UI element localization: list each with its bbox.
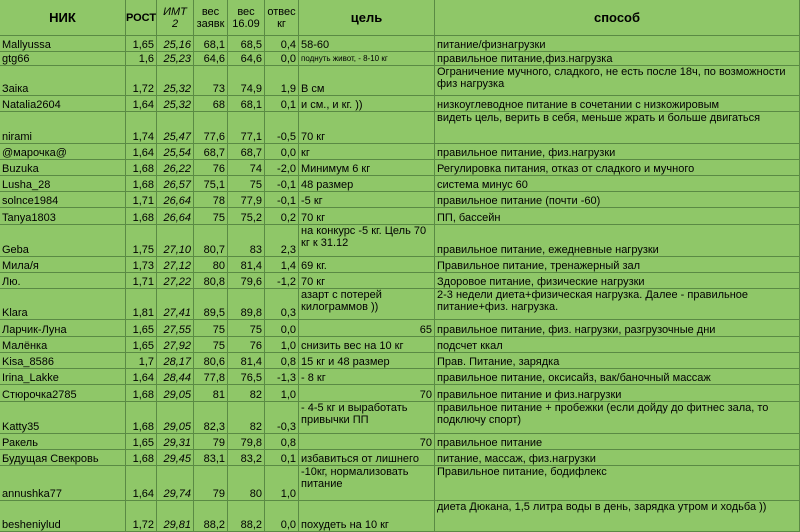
- weight-start-cell[interactable]: 68,1: [194, 36, 228, 52]
- bmi-cell[interactable]: 27,22: [157, 273, 194, 289]
- weight-date-cell[interactable]: 81,4: [228, 257, 265, 273]
- weight-start-cell[interactable]: 77,8: [194, 369, 228, 385]
- bmi-cell[interactable]: 27,10: [157, 225, 194, 257]
- weight-date-cell[interactable]: 76: [228, 337, 265, 353]
- weight-date-cell[interactable]: 81,4: [228, 353, 265, 369]
- weight-date-cell[interactable]: 74,9: [228, 66, 265, 96]
- method-cell[interactable]: Ограничение мучного, сладкого, не есть после 18ч, по возможности физ нагрузка: [435, 66, 800, 96]
- header-weight-start[interactable]: вес заявк: [194, 0, 228, 36]
- weight-date-cell[interactable]: 88,2: [228, 501, 265, 532]
- height-cell[interactable]: 1,64: [126, 144, 157, 160]
- height-cell[interactable]: 1,68: [126, 402, 157, 434]
- method-cell[interactable]: Здоровое питание, физические нагрузки: [435, 273, 800, 289]
- nick-cell[interactable]: Mallyussa: [0, 36, 126, 52]
- weight-date-cell[interactable]: 82: [228, 402, 265, 434]
- weight-start-cell[interactable]: 79: [194, 434, 228, 450]
- height-cell[interactable]: 1,65: [126, 36, 157, 52]
- header-nick[interactable]: НИК: [0, 0, 126, 36]
- header-goal[interactable]: цель: [299, 0, 435, 36]
- nick-cell[interactable]: Natalia2604: [0, 96, 126, 112]
- nick-cell[interactable]: besheniylud: [0, 501, 126, 532]
- method-cell[interactable]: низкоуглеводное питание в сочетании с низкожировым: [435, 96, 800, 112]
- goal-cell[interactable]: избавиться от лишнего: [299, 450, 435, 466]
- weight-start-cell[interactable]: 83,1: [194, 450, 228, 466]
- method-cell[interactable]: правильное питание: [435, 434, 800, 450]
- lost-cell[interactable]: -1,3: [265, 369, 299, 385]
- bmi-cell[interactable]: 25,16: [157, 36, 194, 52]
- bmi-cell[interactable]: 27,55: [157, 320, 194, 337]
- height-cell[interactable]: 1,68: [126, 385, 157, 402]
- nick-cell[interactable]: Katty35: [0, 402, 126, 434]
- goal-cell[interactable]: 58-60: [299, 36, 435, 52]
- method-cell[interactable]: диета Дюкана, 1,5 литра воды в день, зарядка утром и ходьба )): [435, 501, 800, 532]
- lost-cell[interactable]: 0,1: [265, 450, 299, 466]
- bmi-cell[interactable]: 28,44: [157, 369, 194, 385]
- height-cell[interactable]: 1,72: [126, 66, 157, 96]
- goal-cell[interactable]: -10кг, нормализовать питание: [299, 466, 435, 501]
- lost-cell[interactable]: -0,1: [265, 192, 299, 208]
- goal-cell[interactable]: похудеть на 10 кг: [299, 501, 435, 532]
- bmi-cell[interactable]: 29,05: [157, 385, 194, 402]
- goal-cell[interactable]: азарт с потерей килограммов )): [299, 289, 435, 320]
- weight-start-cell[interactable]: 80: [194, 257, 228, 273]
- method-cell[interactable]: видеть цель, верить в себя, меньше жрать и больше двигаться: [435, 112, 800, 144]
- weight-start-cell[interactable]: 80,8: [194, 273, 228, 289]
- goal-cell[interactable]: - 4-5 кг и выработать привычки ПП: [299, 402, 435, 434]
- method-cell[interactable]: правильное питание и физ.нагрузки: [435, 385, 800, 402]
- goal-cell[interactable]: 48 размер: [299, 176, 435, 192]
- weight-start-cell[interactable]: 75: [194, 208, 228, 225]
- lost-cell[interactable]: -2,0: [265, 160, 299, 176]
- weight-date-cell[interactable]: 74: [228, 160, 265, 176]
- lost-cell[interactable]: 1,0: [265, 466, 299, 501]
- nick-cell[interactable]: Лю.: [0, 273, 126, 289]
- weight-date-cell[interactable]: 83,2: [228, 450, 265, 466]
- weight-date-cell[interactable]: 64,6: [228, 52, 265, 66]
- bmi-cell[interactable]: 25,23: [157, 52, 194, 66]
- nick-cell[interactable]: annushka77: [0, 466, 126, 501]
- height-cell[interactable]: 1,6: [126, 52, 157, 66]
- weight-start-cell[interactable]: 75: [194, 337, 228, 353]
- header-method[interactable]: способ: [435, 0, 800, 36]
- nick-cell[interactable]: solnce1984: [0, 192, 126, 208]
- goal-cell[interactable]: 70: [299, 385, 435, 402]
- goal-cell[interactable]: на конкурс -5 кг. Цель 70 кг к 31.12: [299, 225, 435, 257]
- weight-date-cell[interactable]: 79,8: [228, 434, 265, 450]
- height-cell[interactable]: 1,7: [126, 353, 157, 369]
- lost-cell[interactable]: -1,2: [265, 273, 299, 289]
- lost-cell[interactable]: 1,0: [265, 385, 299, 402]
- lost-cell[interactable]: 0,8: [265, 434, 299, 450]
- goal-cell[interactable]: - 8 кг: [299, 369, 435, 385]
- weight-start-cell[interactable]: 79: [194, 466, 228, 501]
- bmi-cell[interactable]: 26,64: [157, 192, 194, 208]
- height-cell[interactable]: 1,75: [126, 225, 157, 257]
- height-cell[interactable]: 1,64: [126, 466, 157, 501]
- lost-cell[interactable]: 0,2: [265, 208, 299, 225]
- lost-cell[interactable]: 0,0: [265, 501, 299, 532]
- weight-start-cell[interactable]: 68: [194, 96, 228, 112]
- nick-cell[interactable]: Мила/я: [0, 257, 126, 273]
- weight-start-cell[interactable]: 73: [194, 66, 228, 96]
- bmi-cell[interactable]: 29,31: [157, 434, 194, 450]
- nick-cell[interactable]: Ракель: [0, 434, 126, 450]
- height-cell[interactable]: 1,74: [126, 112, 157, 144]
- height-cell[interactable]: 1,68: [126, 208, 157, 225]
- weight-date-cell[interactable]: 68,5: [228, 36, 265, 52]
- lost-cell[interactable]: -0,5: [265, 112, 299, 144]
- nick-cell[interactable]: Buzuka: [0, 160, 126, 176]
- height-cell[interactable]: 1,65: [126, 320, 157, 337]
- height-cell[interactable]: 1,64: [126, 96, 157, 112]
- nick-cell[interactable]: @марочка@: [0, 144, 126, 160]
- nick-cell[interactable]: Малёнка: [0, 337, 126, 353]
- lost-cell[interactable]: 0,3: [265, 289, 299, 320]
- goal-cell[interactable]: 70 кг: [299, 273, 435, 289]
- header-height[interactable]: РОСТ: [126, 0, 157, 36]
- lost-cell[interactable]: 0,0: [265, 144, 299, 160]
- lost-cell[interactable]: -0,3: [265, 402, 299, 434]
- height-cell[interactable]: 1,68: [126, 160, 157, 176]
- weight-date-cell[interactable]: 75,2: [228, 208, 265, 225]
- method-cell[interactable]: правильное питание, физ.нагрузки: [435, 144, 800, 160]
- header-lost[interactable]: отвес кг: [265, 0, 299, 36]
- height-cell[interactable]: 1,68: [126, 176, 157, 192]
- nick-cell[interactable]: Klara: [0, 289, 126, 320]
- weight-date-cell[interactable]: 68,1: [228, 96, 265, 112]
- height-cell[interactable]: 1,71: [126, 192, 157, 208]
- weight-start-cell[interactable]: 80,6: [194, 353, 228, 369]
- bmi-cell[interactable]: 29,45: [157, 450, 194, 466]
- height-cell[interactable]: 1,65: [126, 434, 157, 450]
- height-cell[interactable]: 1,64: [126, 369, 157, 385]
- weight-date-cell[interactable]: 83: [228, 225, 265, 257]
- bmi-cell[interactable]: 29,05: [157, 402, 194, 434]
- height-cell[interactable]: 1,73: [126, 257, 157, 273]
- nick-cell[interactable]: Geba: [0, 225, 126, 257]
- weight-date-cell[interactable]: 77,1: [228, 112, 265, 144]
- method-cell[interactable]: Прав. Питание, зарядка: [435, 353, 800, 369]
- weight-date-cell[interactable]: 82: [228, 385, 265, 402]
- weight-date-cell[interactable]: 68,7: [228, 144, 265, 160]
- goal-cell[interactable]: В см: [299, 66, 435, 96]
- method-cell[interactable]: Правильное питание, бодифлекс: [435, 466, 800, 501]
- bmi-cell[interactable]: 27,12: [157, 257, 194, 273]
- weight-date-cell[interactable]: 80: [228, 466, 265, 501]
- goal-cell[interactable]: -5 кг: [299, 192, 435, 208]
- weight-date-cell[interactable]: 75: [228, 320, 265, 337]
- nick-cell[interactable]: gtg66: [0, 52, 126, 66]
- bmi-cell[interactable]: 25,32: [157, 96, 194, 112]
- nick-cell[interactable]: Заіка: [0, 66, 126, 96]
- method-cell[interactable]: ПП, бассейн: [435, 208, 800, 225]
- method-cell[interactable]: правильное питание (почти -60): [435, 192, 800, 208]
- method-cell[interactable]: правильное питание + пробежки (если дойду до фитнес зала, то подключу спорт): [435, 402, 800, 434]
- goal-cell[interactable]: 70 кг: [299, 112, 435, 144]
- lost-cell[interactable]: 0,8: [265, 353, 299, 369]
- weight-start-cell[interactable]: 64,6: [194, 52, 228, 66]
- header-weight-date[interactable]: вес 16.09: [228, 0, 265, 36]
- goal-cell[interactable]: 69 кг.: [299, 257, 435, 273]
- bmi-cell[interactable]: 26,57: [157, 176, 194, 192]
- weight-date-cell[interactable]: 77,9: [228, 192, 265, 208]
- bmi-cell[interactable]: 26,22: [157, 160, 194, 176]
- method-cell[interactable]: Правильное питание, тренажерный зал: [435, 257, 800, 273]
- method-cell[interactable]: правильное питание,физ.нагрузка: [435, 52, 800, 66]
- bmi-cell[interactable]: 26,64: [157, 208, 194, 225]
- bmi-cell[interactable]: 27,41: [157, 289, 194, 320]
- weight-start-cell[interactable]: 81: [194, 385, 228, 402]
- weight-date-cell[interactable]: 75: [228, 176, 265, 192]
- lost-cell[interactable]: 1,9: [265, 66, 299, 96]
- nick-cell[interactable]: nirami: [0, 112, 126, 144]
- weight-date-cell[interactable]: 76,5: [228, 369, 265, 385]
- height-cell[interactable]: 1,72: [126, 501, 157, 532]
- weight-start-cell[interactable]: 77,6: [194, 112, 228, 144]
- nick-cell[interactable]: Будущая Свекровь: [0, 450, 126, 466]
- goal-cell[interactable]: и см., и кг. )): [299, 96, 435, 112]
- weight-start-cell[interactable]: 78: [194, 192, 228, 208]
- height-cell[interactable]: 1,71: [126, 273, 157, 289]
- weight-start-cell[interactable]: 76: [194, 160, 228, 176]
- bmi-cell[interactable]: 25,54: [157, 144, 194, 160]
- goal-cell[interactable]: снизить вес на 10 кг: [299, 337, 435, 353]
- method-cell[interactable]: Регулировка питания, отказ от сладкого и мучного: [435, 160, 800, 176]
- weight-start-cell[interactable]: 88,2: [194, 501, 228, 532]
- nick-cell[interactable]: Стюрочка2785: [0, 385, 126, 402]
- lost-cell[interactable]: 0,1: [265, 96, 299, 112]
- height-cell[interactable]: 1,68: [126, 450, 157, 466]
- goal-cell[interactable]: 65: [299, 320, 435, 337]
- method-cell[interactable]: 2-3 недели диета+физическая нагрузка. Далее - правильное питание+физ. нагрузка.: [435, 289, 800, 320]
- lost-cell[interactable]: 1,4: [265, 257, 299, 273]
- goal-cell[interactable]: 15 кг и 48 размер: [299, 353, 435, 369]
- lost-cell[interactable]: 2,3: [265, 225, 299, 257]
- nick-cell[interactable]: Lusha_28: [0, 176, 126, 192]
- bmi-cell[interactable]: 29,74: [157, 466, 194, 501]
- weight-start-cell[interactable]: 75,1: [194, 176, 228, 192]
- bmi-cell[interactable]: 25,47: [157, 112, 194, 144]
- height-cell[interactable]: 1,65: [126, 337, 157, 353]
- goal-cell[interactable]: поднуть живот, - 8-10 кг: [299, 52, 435, 66]
- bmi-cell[interactable]: 28,17: [157, 353, 194, 369]
- goal-cell[interactable]: Минимум 6 кг: [299, 160, 435, 176]
- lost-cell[interactable]: 0,0: [265, 320, 299, 337]
- nick-cell[interactable]: Kisa_8586: [0, 353, 126, 369]
- nick-cell[interactable]: Tanya1803: [0, 208, 126, 225]
- lost-cell[interactable]: 0,4: [265, 36, 299, 52]
- weight-start-cell[interactable]: 75: [194, 320, 228, 337]
- goal-cell[interactable]: кг: [299, 144, 435, 160]
- lost-cell[interactable]: 1,0: [265, 337, 299, 353]
- method-cell[interactable]: правильное питание, ежедневные нагрузки: [435, 225, 800, 257]
- method-cell[interactable]: правильное питание, физ. нагрузки, разгрузочные дни: [435, 320, 800, 337]
- nick-cell[interactable]: Irina_Lakke: [0, 369, 126, 385]
- nick-cell[interactable]: Ларчик-Луна: [0, 320, 126, 337]
- lost-cell[interactable]: -0,1: [265, 176, 299, 192]
- method-cell[interactable]: правильное питание, оксисайз, вак/баночный массаж: [435, 369, 800, 385]
- bmi-cell[interactable]: 29,81: [157, 501, 194, 532]
- weight-start-cell[interactable]: 68,7: [194, 144, 228, 160]
- goal-cell[interactable]: 70: [299, 434, 435, 450]
- lost-cell[interactable]: 0,0: [265, 52, 299, 66]
- weight-date-cell[interactable]: 89,8: [228, 289, 265, 320]
- method-cell[interactable]: система минус 60: [435, 176, 800, 192]
- weight-start-cell[interactable]: 89,5: [194, 289, 228, 320]
- weight-date-cell[interactable]: 79,6: [228, 273, 265, 289]
- bmi-cell[interactable]: 27,92: [157, 337, 194, 353]
- height-cell[interactable]: 1,81: [126, 289, 157, 320]
- method-cell[interactable]: питание, массаж, физ.нагрузки: [435, 450, 800, 466]
- method-cell[interactable]: подсчет ккал: [435, 337, 800, 353]
- header-bmi[interactable]: ИМТ 2: [157, 0, 194, 36]
- weight-start-cell[interactable]: 82,3: [194, 402, 228, 434]
- weight-start-cell[interactable]: 80,7: [194, 225, 228, 257]
- bmi-cell[interactable]: 25,32: [157, 66, 194, 96]
- method-cell[interactable]: питание/физнагрузки: [435, 36, 800, 52]
- goal-cell[interactable]: 70 кг: [299, 208, 435, 225]
